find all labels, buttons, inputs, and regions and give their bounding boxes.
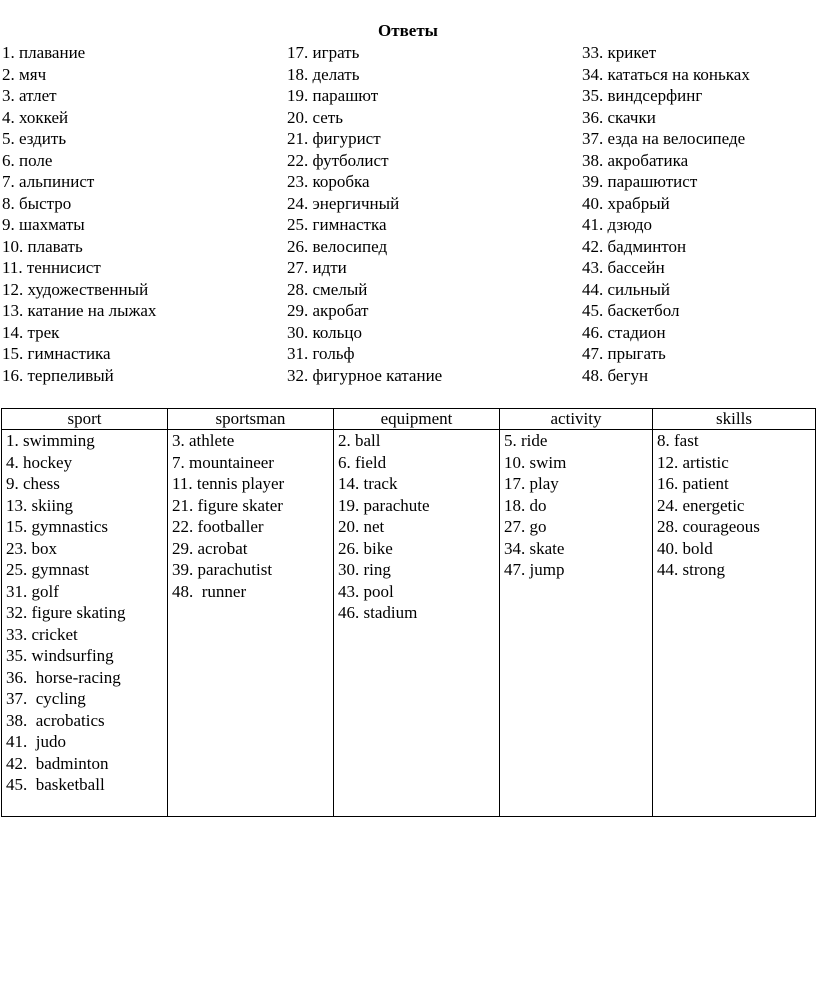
sport-item: 31. golf — [6, 581, 59, 601]
answers-column-2 — [287, 42, 577, 386]
answer-item: 36. скачки — [582, 107, 656, 127]
answer-item: 14. трек — [2, 322, 60, 342]
sportsman-item: 21. figure skater — [172, 495, 283, 515]
equipment-item: 30. ring — [338, 560, 391, 579]
answer-item: 33. крикет — [582, 43, 657, 62]
sport-item: 25. gymnast — [6, 560, 90, 579]
header-sport: sport — [2, 409, 168, 430]
answer-item: 16. терпеливый — [2, 365, 114, 385]
equipment-item: 19. parachute — [338, 495, 430, 515]
sport-item: 13. skiing — [6, 495, 74, 515]
equipment-item: 14. track — [338, 474, 398, 493]
answers-list — [0, 42, 816, 387]
sport-item: 23. box — [6, 538, 57, 558]
answer-item: 47. прыгать — [582, 344, 666, 363]
answer-item: 20. сеть — [287, 107, 343, 127]
equipment-cell — [334, 430, 500, 817]
skills-item: 28. courageous — [657, 517, 760, 536]
answer-item: 5. ездить — [2, 129, 67, 148]
header-equipment: equipment — [334, 409, 500, 430]
answer-item: 21. фигурист — [287, 129, 381, 148]
answer-item: 2. мяч — [2, 64, 47, 84]
answer-item: 26. велосипед — [287, 236, 388, 256]
page-title: Ответы — [378, 21, 438, 40]
answer-item: 3. атлет — [2, 86, 57, 105]
header-activity: activity — [500, 409, 653, 430]
sport-item: 32. figure skating — [6, 603, 126, 622]
equipment-item: 2. ball — [338, 431, 381, 450]
answer-item: 42. бадминтон — [582, 236, 687, 256]
table-row — [2, 430, 816, 817]
activity-item: 18. do — [504, 495, 547, 515]
answer-item: 24. энергичный — [287, 193, 400, 213]
answer-item: 40. храбрый — [582, 193, 670, 213]
activity-item: 10. swim — [504, 452, 567, 472]
skills-item: 12. artistic — [657, 452, 729, 472]
answer-item: 34. кататься на коньках — [582, 64, 750, 84]
sportsman-item: 39. parachutist — [172, 560, 273, 579]
answer-item: 45. баскетбол — [582, 301, 680, 320]
answer-item: 15. гимнастика — [2, 344, 111, 363]
sport-item: 15. gymnastics — [6, 517, 108, 536]
sport-item: 9. chess — [6, 474, 60, 493]
equipment-item: 46. stadium — [338, 603, 418, 622]
answer-item: 12. художественный — [2, 279, 149, 299]
answer-item: 23. коробка — [287, 172, 370, 191]
sport-cell — [2, 430, 168, 817]
answer-item: 18. делать — [287, 64, 360, 84]
skills-item: 16. patient — [657, 474, 729, 493]
answer-item: 1. плавание — [2, 43, 86, 62]
answer-item: 13. катание на лыжах — [2, 301, 157, 320]
sportsman-item: 48. runner — [172, 581, 247, 601]
equipment-item: 20. net — [338, 517, 385, 536]
answer-item: 37. езда на велосипеде — [582, 129, 746, 148]
answer-item: 8. быстро — [2, 193, 72, 213]
answer-item: 38. акробатика — [582, 150, 689, 170]
answers-column-1 — [2, 42, 282, 386]
skills-item: 8. fast — [657, 431, 699, 450]
sportsman-item: 22. footballer — [172, 517, 264, 536]
sportsman-item: 29. acrobat — [172, 538, 248, 558]
activity-item: 5. ride — [504, 431, 548, 450]
answer-item: 22. футболист — [287, 150, 389, 170]
answer-item: 6. поле — [2, 150, 53, 170]
sport-item: 33. cricket — [6, 624, 78, 644]
sport-item: 38. acrobatics — [6, 710, 105, 730]
equipment-item: 6. field — [338, 452, 387, 472]
equipment-item: 26. bike — [338, 538, 393, 558]
activity-item: 47. jump — [504, 560, 565, 579]
sport-item: 37. cycling — [6, 689, 86, 708]
sportsman-item: 7. mountaineer — [172, 452, 274, 472]
sport-item: 41. judo — [6, 732, 66, 751]
answer-item: 31. гольф — [287, 344, 355, 363]
answer-item: 46. стадион — [582, 322, 666, 342]
answer-item: 11. теннисист — [2, 258, 101, 277]
activity-item: 27. go — [504, 517, 547, 536]
answer-item: 9. шахматы — [2, 215, 85, 234]
answer-item: 32. фигурное катание — [287, 365, 443, 385]
answer-item: 10. плавать — [2, 236, 83, 256]
equipment-item: 43. pool — [338, 581, 394, 601]
activity-item: 17. play — [504, 474, 559, 493]
skills-item: 24. energetic — [657, 495, 745, 515]
sport-item: 45. basketball — [6, 775, 105, 794]
sport-item: 42. badminton — [6, 753, 109, 773]
activity-cell — [500, 430, 653, 817]
answer-item: 25. гимнастка — [287, 215, 387, 234]
answer-item: 4. хоккей — [2, 107, 69, 127]
sport-item: 4. hockey — [6, 452, 73, 472]
sportsman-item: 3. athlete — [172, 431, 235, 450]
skills-item: 40. bold — [657, 538, 713, 558]
answer-item: 7. альпинист — [2, 172, 95, 191]
activity-item: 34. skate — [504, 538, 565, 558]
table-header-row — [2, 409, 816, 430]
sportsman-item: 11. tennis player — [172, 474, 285, 493]
sport-item: 1. swimming — [6, 431, 95, 450]
answer-item: 27. идти — [287, 258, 347, 277]
answer-item: 44. сильный — [582, 279, 670, 299]
header-skills: skills — [653, 409, 816, 430]
answer-item: 17. играть — [287, 43, 360, 62]
answer-item: 39. парашютист — [582, 172, 698, 191]
answer-item: 48. бегун — [582, 365, 649, 385]
classification-table — [1, 408, 816, 817]
answer-item: 29. акробат — [287, 301, 369, 320]
answer-item: 28. смелый — [287, 279, 368, 299]
answer-item: 35. виндсерфинг — [582, 86, 703, 105]
answers-column-3 — [582, 42, 814, 386]
sport-item: 36. horse-racing — [6, 667, 121, 687]
sport-item: 35. windsurfing — [6, 646, 114, 665]
skills-cell — [653, 430, 816, 817]
answer-item: 43. бассейн — [582, 258, 665, 277]
header-sportsman: sportsman — [168, 409, 334, 430]
sportsman-cell — [168, 430, 334, 817]
answer-item: 41. дзюдо — [582, 215, 653, 234]
answer-item: 30. кольцо — [287, 322, 363, 342]
skills-item: 44. strong — [657, 560, 725, 579]
answer-item: 19. парашют — [287, 86, 379, 105]
